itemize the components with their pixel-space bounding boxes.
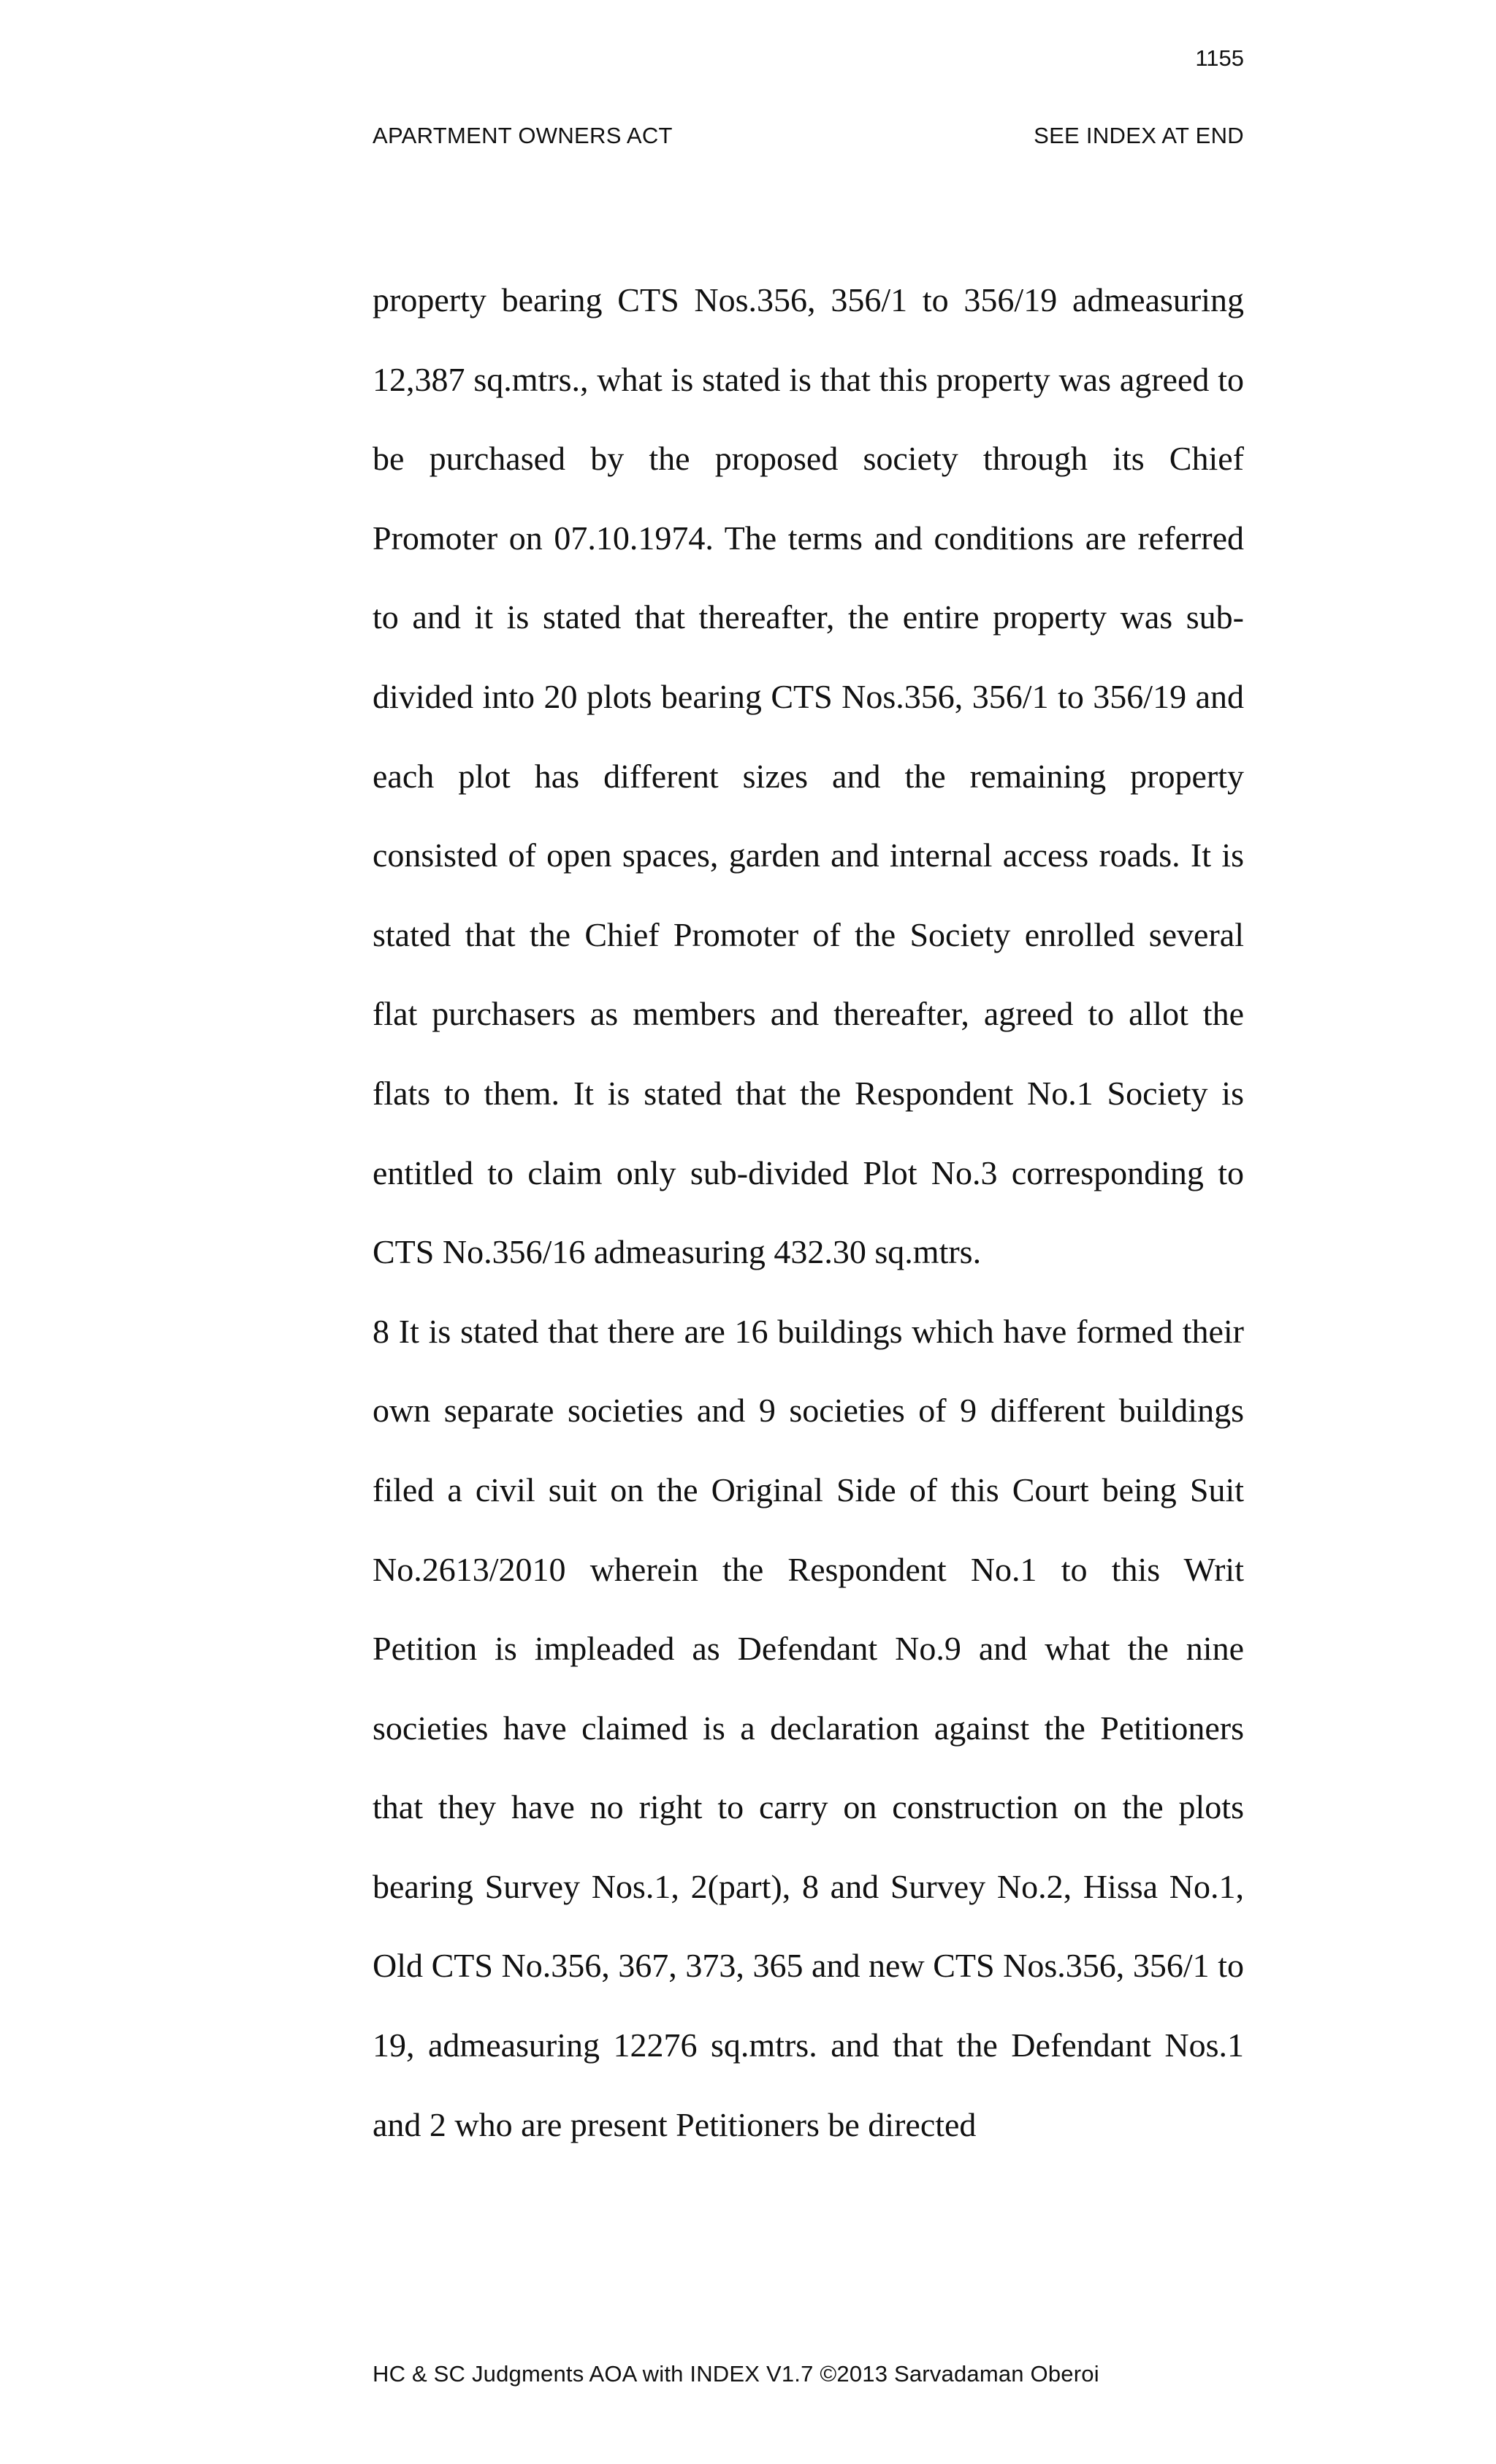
paragraph-continued: property bearing CTS Nos.356, 356/1 to 356/19 admeasuring 12,387 sq.mtrs., what is stated is that this property was agreed to be purchased by the proposed society through its Chief Promoter on 07.10.1974. The terms and conditions are referred to and it is stated that thereafter, the entire property was sub-divided into 20 plots bearing CTS Nos.356, 356/1 to 356/19 and each plot has different sizes and the remaining property consisted of open spaces, garden and internal access roads. It is stated that the Chief Promoter of the Society enrolled several flat purchasers as members and thereafter, agreed to allot the flats to them. It is stated that the Respondent No.1 Society is entitled to claim only sub-divided Plot No.3 corresponding to CTS No.356/16 admeasuring 432.30 sq.mtrs.: [373, 281, 1244, 1271]
running-header-title: APARTMENT OWNERS ACT: [373, 123, 673, 148]
page-number: 1155: [1195, 45, 1244, 71]
judgment-body: [373, 261, 1244, 2164]
page-footer: HC & SC Judgments AOA with INDEX V1.7 ©2013 Sarvadaman Oberoi: [373, 2361, 1099, 2387]
paragraph-8: 8 It is stated that there are 16 buildings which have formed their own separate societies and 9 societies of 9 different buildings filed a civil suit on the Original Side of this Court being Suit No.2613/2010 wherein the Respondent No.1 to this Writ Petition is impleaded as Defendant No.9 and what the nine societies have claimed is a declaration against the Petitioners that they have no right to carry on construction on the plots bearing Survey Nos.1, 2(part), 8 and Survey No.2, Hissa No.1, Old CTS No.356, 367, 373, 365 and new CTS Nos.356, 356/1 to 19, admeasuring 12276 sq.mtrs. and that the Defendant Nos.1 and 2 who are present Petitioners be directed: [373, 1312, 1244, 2143]
running-header-index-note: SEE INDEX AT END: [1034, 123, 1244, 148]
